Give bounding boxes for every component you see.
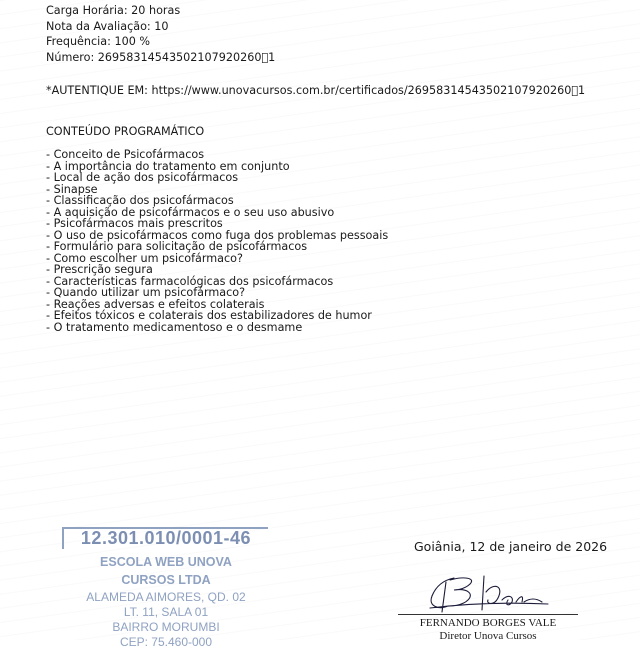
stamp-line: CURSOS LTDA <box>121 573 211 587</box>
grade-text: Nota da Avaliação: 10 <box>46 19 169 33</box>
certificate-number: Número: 26958314543502107920260 1 <box>46 50 276 64</box>
signature-image <box>424 572 554 616</box>
stamp-line: CEP: 75.460-000 <box>119 635 213 649</box>
topic-item: - A aquisição de psicofármacos e o seu uso abusivo <box>46 205 335 219</box>
signer-name: FERNANDO BORGES VALE <box>419 617 557 629</box>
topic-item: - Quando utilizar um psicofármaco? <box>46 286 246 299</box>
topic-item: - Formulário para solicitação de psicofármacos <box>46 240 308 253</box>
signer-block <box>398 617 578 643</box>
signer-role: Diretor Unova Cursos <box>439 630 537 642</box>
program-title: CONTEÚDO PROGRAMÁTICO <box>46 125 205 138</box>
topic-item: - Local de ação dos psicofármacos <box>46 171 239 184</box>
workload-text: Carga Horária: 20 horas <box>46 4 181 17</box>
attendance-text: Frequência: 100 % <box>46 35 151 48</box>
topic-item: - Conceito de Psicofármacos <box>46 148 205 161</box>
stamp-cnpj: 12.301.010/0001-46 <box>62 527 268 549</box>
stamp-line: ALAMEDA AIMORES, QD. 02 <box>86 590 246 604</box>
program-topics <box>46 149 388 333</box>
course-info <box>46 3 275 65</box>
topic-item: - Sinapse <box>46 182 98 196</box>
topic-item: - Psicofármacos mais prescritos <box>46 217 223 230</box>
stamp-line: LT. 11, SALA 01 <box>123 605 209 619</box>
company-stamp <box>62 525 270 649</box>
topic-item: - Como escolher um psicofármaco? <box>46 251 243 265</box>
issue-date: Goiânia, 12 de janeiro de 2026 <box>414 539 608 554</box>
topic-item: - Efeitos tóxicos e colaterais dos estabilizadores de humor <box>46 309 372 322</box>
topic-item: - A importância do tratamento em conjunto <box>46 159 290 173</box>
signature-line <box>398 614 578 615</box>
stamp-line: BAIRRO MORUMBI <box>112 620 220 634</box>
topic-item: - O uso de psicofármacos como fuga dos problemas pessoais <box>46 228 389 242</box>
stamp-line: ESCOLA WEB UNOVA <box>100 555 232 569</box>
topic-item: - Reações adversas e efeitos colaterais <box>46 297 265 311</box>
topic-item: - Características farmacológicas dos psicofármacos <box>46 274 334 288</box>
topic-item: - O tratamento medicamentoso e o desmame <box>46 320 303 334</box>
topic-item: - Prescrição segura <box>46 263 153 276</box>
topic-item: - Classificação dos psicofármacos <box>46 194 234 207</box>
authentication-text: *AUTENTIQUE EM: https://www.unovacursos.com.br/certificados/26958314543502107920260 1 <box>46 84 586 97</box>
